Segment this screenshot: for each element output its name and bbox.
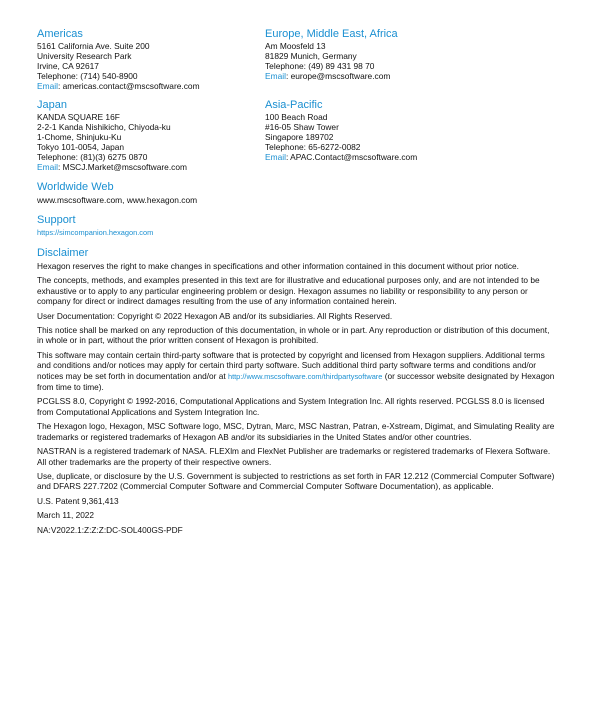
office-title-apac: Asia-Pacific	[265, 99, 323, 111]
third-party-notice	[37, 350, 557, 393]
office-title-emea: Europe, Middle East, Africa	[265, 28, 398, 40]
email-line	[265, 71, 557, 81]
email-address[interactable]: : americas.contact@mscsoftware.com	[57, 81, 200, 91]
email-line	[265, 152, 557, 162]
section-title-web: Worldwide Web	[37, 181, 114, 193]
office-title-japan: Japan	[37, 99, 67, 111]
address-line: Irvine, CA 92617	[37, 61, 99, 71]
address-line: 5161 California Ave. Suite 200	[37, 41, 150, 51]
office-emea	[265, 28, 557, 91]
email-label: Email	[37, 162, 58, 172]
web-addresses[interactable]: www.mscsoftware.com, www.hexagon.com	[37, 195, 198, 205]
email-label: Email	[265, 152, 286, 162]
office-apac	[265, 99, 557, 172]
telephone: Telephone: (49) 89 431 98 70	[265, 61, 375, 71]
disclaimer-paragraph: The concepts, methods, and examples presented in this text are for illustrative and educational purposes only, and are not intended to be exhaustive or to apply to any particular engineering problem or design. Hexagon assumes no liability or responsibility to any person or company for direct or indirect damages resulting from the use of any information contained herein.	[37, 275, 540, 307]
address-line: 100 Beach Road	[265, 112, 328, 122]
disclaimer-paragraph: PCGLSS 8.0, Copyright © 1992-2016, Computational Applications and System Integration Inc. All rights reserved. PCGLSS 8.0 is licensed from Computational Applications and System Integration Inc.	[37, 396, 545, 417]
third-party-text-end: (or successor website designated by Hexagon from time to time).	[37, 370, 555, 393]
telephone: Telephone: 65-6272-0082	[265, 142, 361, 152]
support-link[interactable]: https://simcompanion.hexagon.com	[37, 228, 154, 237]
email-line	[37, 162, 265, 172]
email-label: Email	[37, 81, 58, 91]
government-notice: Use, duplicate, or disclosure by the U.S. Government is subjected to restrictions as set forth in FAR 12.212 (Commercial Computer Software) and DFARS 227.7202 (Commercial Computer Software and Commercial Computer Software Documentation), as applicable.	[37, 470, 555, 492]
disclaimer-paragraph: Hexagon reserves the right to make changes in specifications and other information contained in this document without prior notice.	[37, 261, 519, 271]
third-party-text: This software may contain certain third-party software that is protected by copyright and licensed from Hexagon suppliers. Additional terms and conditions and/or notices may apply for certain third party software. Such additional third party software terms and conditions and/or notices may be set forth in documentation and/or at	[37, 349, 545, 381]
document-page	[37, 28, 557, 539]
support-section	[37, 214, 557, 238]
email-address[interactable]: : europe@mscsoftware.com	[285, 71, 391, 81]
office-americas	[37, 28, 265, 91]
trademark-notice: NASTRAN is a registered trademark of NASA. FLEXlm and FlexNet Publisher are trademarks or registered trademarks of Flexera Software. All other trademarks are the property of their respective owners.	[37, 446, 551, 467]
address-line: Singapore 189702	[265, 132, 334, 142]
address-line: KANDA SQUARE 16F	[37, 112, 120, 122]
address-line: 81829 Munich, Germany	[265, 51, 357, 61]
email-address[interactable]: : APAC.Contact@mscsoftware.com	[285, 152, 418, 162]
address-line: 2-2-1 Kanda Nishikicho, Chiyoda-ku	[37, 122, 171, 132]
office-directory	[37, 28, 557, 172]
office-japan	[37, 99, 265, 172]
section-title-support: Support	[37, 214, 76, 226]
address-line: Am Moosfeld 13	[265, 41, 326, 51]
address-line: Tokyo 101-0054, Japan	[37, 142, 125, 152]
address-line: University Research Park	[37, 51, 132, 61]
address-line: 1-Chome, Shinjuku-Ku	[37, 132, 122, 142]
address-line: #16-05 Shaw Tower	[265, 122, 339, 132]
patent-number: U.S. Patent 9,361,413	[37, 495, 119, 506]
copyright-notice: User Documentation: Copyright © 2022 Hexagon AB and/or its subsidiaries. All Rights Reserved.	[37, 310, 393, 321]
office-title-americas: Americas	[37, 28, 83, 40]
disclaimer-section	[37, 247, 557, 535]
telephone: Telephone: (81)(3) 6275 0870	[37, 152, 148, 162]
trademark-notice: The Hexagon logo, Hexagon, MSC Software logo, MSC, Dytran, Marc, MSC Nastran, Patran, e-Xstream, Digimat, and Simulating Reality are trademarks or registered trademarks of Hexagon AB and/or its subsidiaries in the United States and/or other countries.	[37, 421, 555, 442]
publication-date: March 11, 2022	[37, 510, 95, 521]
section-title-disclaimer: Disclaimer	[37, 247, 89, 259]
third-party-link[interactable]: http://www.mscsoftware.com/thirdpartysoftware	[227, 371, 383, 381]
worldwide-web-section	[37, 181, 557, 205]
email-line	[37, 81, 265, 91]
email-label: Email	[265, 71, 286, 81]
email-address[interactable]: : MSCJ.Market@mscsoftware.com	[57, 162, 187, 172]
document-id: NA:V2022.1:Z:Z:Z:DC-SOL400GS-PDF	[37, 524, 183, 535]
disclaimer-paragraph: This notice shall be marked on any reproduction of this documentation, in whole or in part. Any reproduction or distribution of this document, in whole or in part, without the prior written consent of Hexagon is prohibited.	[37, 325, 550, 346]
telephone: Telephone: (714) 540-8900	[37, 71, 138, 81]
